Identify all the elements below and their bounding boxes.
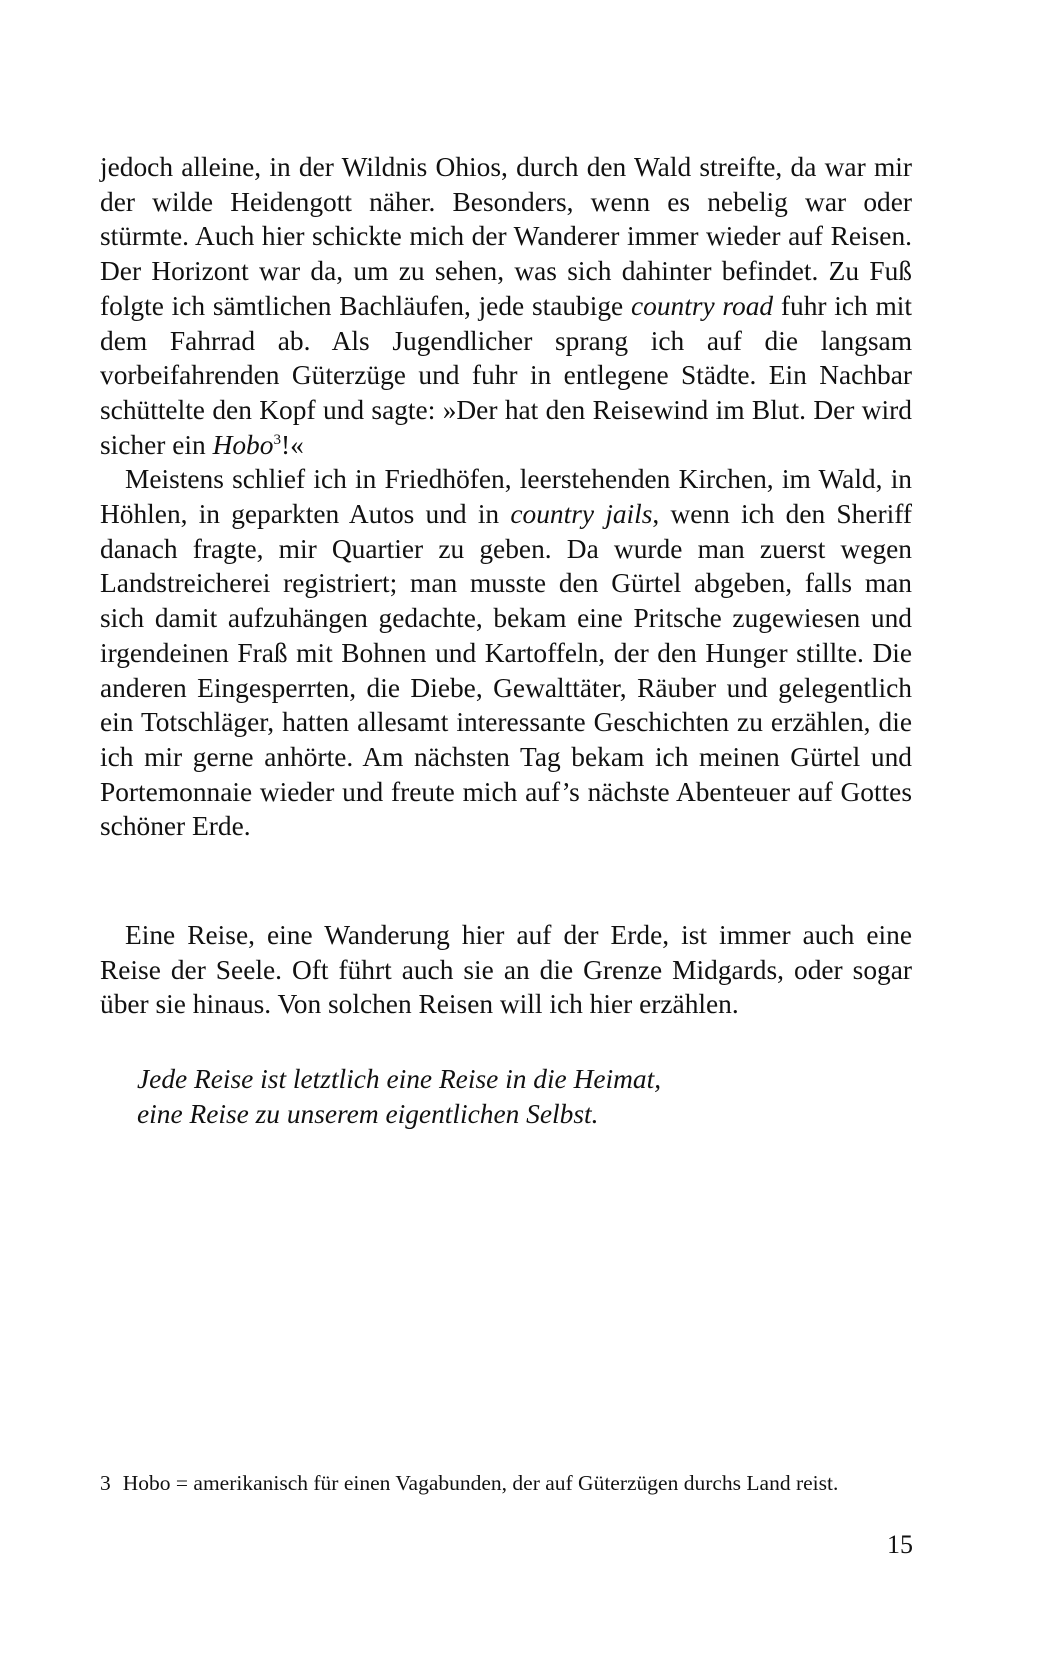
page-number: 15 (887, 1530, 913, 1559)
paragraph-1-italic-hobo: Hobo (212, 429, 274, 460)
quote-line-2: eine Reise zu unserem eigentlichen Selbst. (137, 1098, 599, 1129)
footnote-number: 3 (100, 1471, 111, 1495)
paragraph-1-text-2: fuhr ich mit dem Fahrrad ab. Als Jugendlicher sprang ich auf die langsam vorbeifahrenden Güterzüge und fuhr in entlegene Städte. Ein Nachbar schüttelte den Kopf und sagte: »Der hat den Reisewind im Blut. Der wird sicher ein (100, 290, 912, 460)
paragraph-2-text-1: Meistens schlief ich in Friedhöfen, leerstehenden Kirchen, im Wald, in Höhlen, in geparkten Autos und in (100, 464, 912, 530)
paragraph-3: Eine Reise, eine Wanderung hier auf der Erde, ist immer auch eine Reise der Seele. Oft führt auch sie an die Grenze Midgards, oder sogar über sie hinaus. Von solchen Reisen will ich hier erzählen. (100, 920, 912, 1020)
body-text-upper (100, 150, 912, 844)
footnote (100, 1469, 920, 1497)
italic-quote (137, 1062, 897, 1131)
paragraph-2 (100, 462, 912, 844)
quote-line-1: Jede Reise ist letztlich eine Reise in die Heimat, (137, 1064, 662, 1094)
footnote-reference: 3 (273, 431, 281, 448)
paragraph-1-text-1: jedoch alleine, in der Wildnis Ohios, durch den Wald streifte, da war mir der wilde Heidengott näher. Besonders, wenn es nebelig war oder stürmte. Auch hier schickte mich der Wanderer immer wieder auf Reisen. Der Horizont war da, um zu sehen, was sich dahinter befindet. Zu Fuß folgte ich sämtlichen Bachläufen, jede staubige (100, 152, 912, 321)
footnote-text: Hobo = amerikanisch für einen Vagabunden, der auf Güterzügen durchs Land reist. (122, 1471, 839, 1495)
body-text-lower (100, 918, 912, 1022)
paragraph-2-italic-country-jails: country jails (510, 499, 653, 530)
paragraph-1 (100, 150, 912, 462)
paragraph-1-italic-country-road: country road (630, 290, 774, 321)
paragraph-1-text-3: !« (280, 429, 304, 460)
paragraph-2-text-2: , wenn ich den Sheriff danach fragte, mir Quartier zu geben. Da wurde man zuerst wegen Landstreicherei registriert; man musste den Gürtel abgeben, falls man sich damit aufzuhängen gedachte, bekam eine Pritsche zugewiesen und irgendeinen Fraß mit Bohnen und Kartoffeln, der den Hunger stillte. Die anderen Eingesperrten, die Diebe, Gewalttäter, Räuber und gelegentlich ein Totschläger, hatten allesamt interessante Geschichten zu erzählen, die ich mir gerne anhörte. Am nächsten Tag bekam ich meinen Gürtel und Portemonnaie wieder und freute mich auf’s nächste Abenteuer auf Gottes schöner Erde. (100, 499, 912, 842)
